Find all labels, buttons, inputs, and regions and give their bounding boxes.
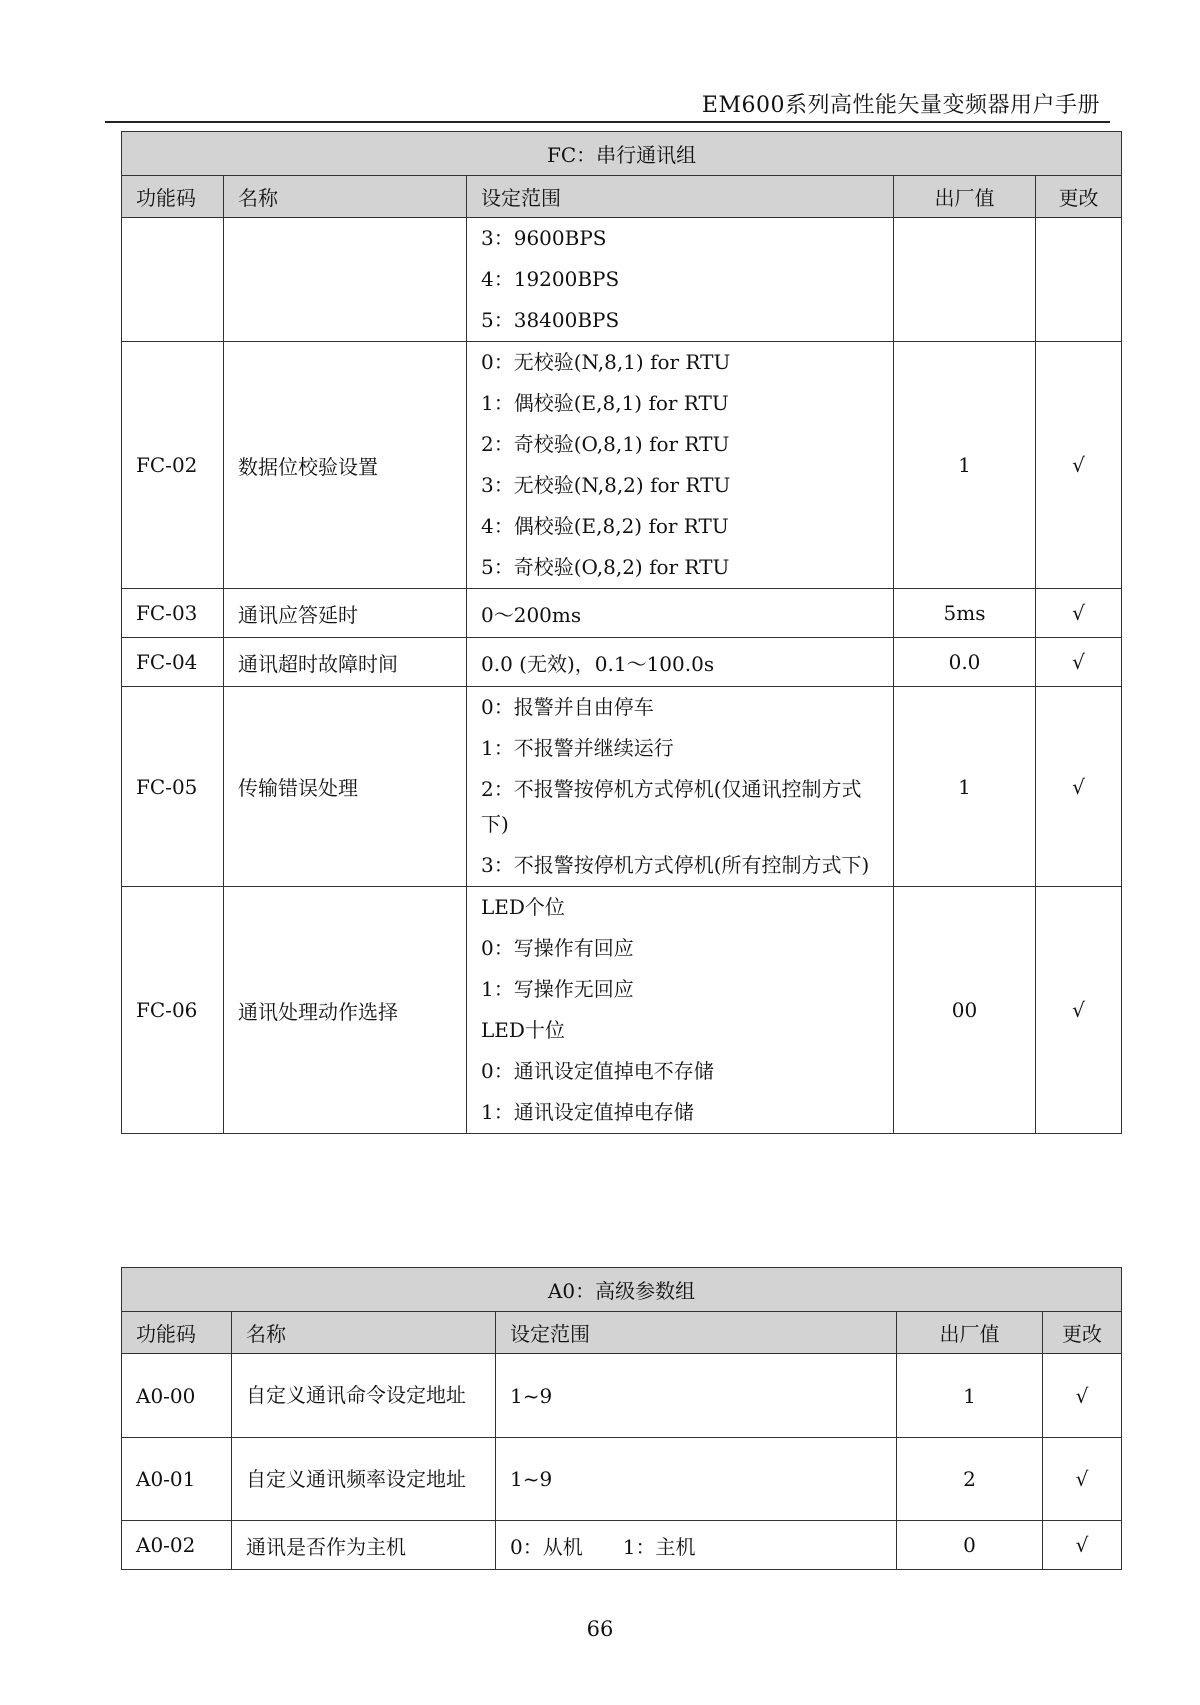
range-option: 2：奇校验(O,8,1) for RTU xyxy=(481,432,730,456)
column-header-default: 出厂值 xyxy=(897,1312,1043,1354)
param-default: 1 xyxy=(894,342,1036,589)
param-modify: √ xyxy=(1043,1354,1122,1438)
param-code: FC-05 xyxy=(122,687,224,887)
column-header-range: 设定范围 xyxy=(467,176,894,218)
table-row xyxy=(122,638,1122,687)
param-name: 通讯是否作为主机 xyxy=(232,1521,496,1570)
table-row xyxy=(122,887,1122,1134)
param-code: FC-04 xyxy=(122,638,224,687)
table-section-title: A0：高级参数组 xyxy=(122,1268,1122,1312)
table-row xyxy=(122,1354,1122,1438)
range-option: 0：写操作有回应 xyxy=(481,936,634,960)
param-modify: √ xyxy=(1036,687,1122,887)
range-option: 0：无校验(N,8,1) for RTU xyxy=(481,350,731,374)
param-modify: √ xyxy=(1043,1521,1122,1570)
header-divider xyxy=(105,121,1110,123)
page-number: 66 xyxy=(586,1617,614,1641)
param-code: FC-06 xyxy=(122,887,224,1134)
range-option: 1：不报警并继续运行 xyxy=(481,736,674,760)
param-range xyxy=(467,342,894,589)
param-code xyxy=(122,218,224,342)
range-option: LED十位 xyxy=(481,1018,565,1042)
param-name: 传输错误处理 xyxy=(224,687,467,887)
column-header-name: 名称 xyxy=(224,176,467,218)
param-code: FC-02 xyxy=(122,342,224,589)
param-modify xyxy=(1036,218,1122,342)
param-range: 0～200ms xyxy=(467,589,894,638)
param-default: 2 xyxy=(897,1438,1043,1521)
param-modify: √ xyxy=(1036,589,1122,638)
range-option: 3：无校验(N,8,2) for RTU xyxy=(481,473,731,497)
range-option: 1：写操作无回应 xyxy=(481,977,634,1001)
param-code: A0-02 xyxy=(122,1521,232,1570)
param-modify: √ xyxy=(1036,887,1122,1134)
table-row xyxy=(122,1438,1122,1521)
param-name xyxy=(224,218,467,342)
manual-title: EM600系列高性能矢量变频器用户手册 xyxy=(701,93,1100,118)
param-name: 通讯处理动作选择 xyxy=(224,887,467,1134)
param-name: 自定义通讯频率设定地址 xyxy=(232,1438,496,1521)
param-default: 00 xyxy=(894,887,1036,1134)
param-range xyxy=(467,687,894,887)
param-name: 通讯应答延时 xyxy=(224,589,467,638)
range-option: 0：通讯设定值掉电不存储 xyxy=(481,1059,714,1083)
param-default: 0 xyxy=(897,1521,1043,1570)
param-range: 0.0 (无效)，0.1～100.0s xyxy=(467,638,894,687)
param-name: 自定义通讯命令设定地址 xyxy=(232,1354,496,1438)
range-option: 1：偶校验(E,8,1) for RTU xyxy=(481,391,729,415)
column-header-modify: 更改 xyxy=(1043,1312,1122,1354)
range-option: 3：不报警按停机方式停机(所有控制方式下) xyxy=(481,853,870,877)
table-row xyxy=(122,589,1122,638)
param-code: FC-03 xyxy=(122,589,224,638)
range-option: 5：奇校验(O,8,2) for RTU xyxy=(481,555,730,579)
range-option: 2：不报警按停机方式停机(仅通讯控制方式下) xyxy=(481,777,862,836)
column-header-modify: 更改 xyxy=(1036,176,1122,218)
param-default xyxy=(894,218,1036,342)
param-range: 1~9 xyxy=(496,1438,897,1521)
range-option: 1：通讯设定值掉电存储 xyxy=(481,1100,694,1124)
param-code: A0-01 xyxy=(122,1438,232,1521)
param-range: 0：从机 1：主机 xyxy=(496,1521,897,1570)
a0-parameter-table xyxy=(121,1267,1122,1570)
range-option: 0：报警并自由停车 xyxy=(481,695,654,719)
table-section-title: FC：串行通讯组 xyxy=(122,132,1122,176)
param-modify: √ xyxy=(1036,342,1122,589)
range-option: 5：38400BPS xyxy=(481,308,620,332)
param-name: 通讯超时故障时间 xyxy=(224,638,467,687)
param-modify: √ xyxy=(1036,638,1122,687)
param-range xyxy=(467,218,894,342)
range-option: 3：9600BPS xyxy=(481,226,607,250)
range-option: LED个位 xyxy=(481,895,565,919)
param-code: A0-00 xyxy=(122,1354,232,1438)
table-row xyxy=(122,218,1122,342)
param-default: 5ms xyxy=(894,589,1036,638)
column-header-default: 出厂值 xyxy=(894,176,1036,218)
table-row xyxy=(122,1521,1122,1570)
param-default: 0.0 xyxy=(894,638,1036,687)
param-default: 1 xyxy=(897,1354,1043,1438)
column-header-name: 名称 xyxy=(232,1312,496,1354)
column-header-code: 功能码 xyxy=(122,1312,232,1354)
param-range: 1~9 xyxy=(496,1354,897,1438)
param-name: 数据位校验设置 xyxy=(224,342,467,589)
table-row xyxy=(122,342,1122,589)
param-range xyxy=(467,887,894,1134)
column-header-code: 功能码 xyxy=(122,176,224,218)
range-option: 4：19200BPS xyxy=(481,267,620,291)
column-header-range: 设定范围 xyxy=(496,1312,897,1354)
param-default: 1 xyxy=(894,687,1036,887)
fc-parameter-table xyxy=(121,131,1122,1134)
param-modify: √ xyxy=(1043,1438,1122,1521)
table-row xyxy=(122,687,1122,887)
range-option: 4：偶校验(E,8,2) for RTU xyxy=(481,514,729,538)
